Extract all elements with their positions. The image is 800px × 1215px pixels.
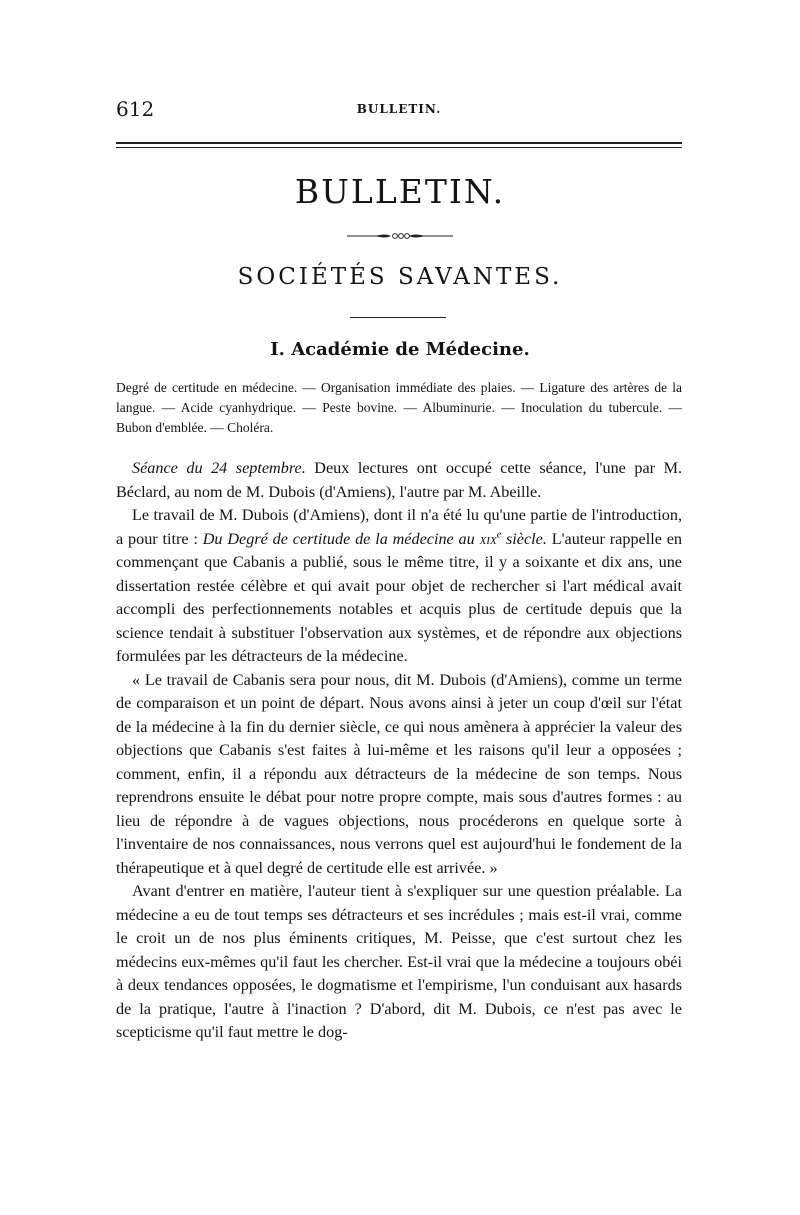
work-title-a: Du Degré de certitude de la médecine au: [202, 529, 480, 548]
century-numeral: xix: [479, 529, 497, 548]
summary-text: Degré de certitude en médecine. — Organisation immédiate des plaies. — Ligature des artères de la langue. — Acide cyanhydrique. — Peste bovine. — Albuminurie. — Inoculation du tubercule. — Bubon d'emblée. — Choléra.: [116, 380, 682, 435]
page-title: BULLETIN.: [294, 172, 506, 211]
running-title: BULLETIN.: [356, 102, 442, 116]
paragraph-3: « Le travail de Cabanis sera pour nous, dit M. Dubois (d'Amiens), comme un terme de comparaison et un point de départ. Nous avons ainsi à jeter un coup d'œil sur l'état de la médecine à la fin du dernier siècle, ce qui nous amènera à apprécier la valeur des objections que Cabanis s'est faites à lui-même et les raisons qu'il leur a opposées ; comment, enfin, il a répondu aux détracteurs de la médecine de son temps. Nous reprendrons ensuite le débat pour notre propre compte, mais sous d'autres formes : au lieu de répondre à de vagues objections, nous procéderons en quelque sorte à l'inventaire de nos connaissances, nous verrons quel est aujourd'hui le fondement de la thérapeutique et à quel degré de certitude elle est arrivée. »: [116, 670, 682, 877]
paragraph-1: [116, 457, 682, 504]
paragraph-2: [116, 504, 682, 669]
work-title-b: siècle.: [501, 529, 547, 548]
ornament-divider: [0, 230, 800, 244]
running-head: [116, 98, 682, 122]
body-text: [116, 457, 682, 1045]
subsection-title: I. Académie de Médecine.: [270, 339, 530, 360]
paragraph-2-text-a: Le travail de M. Dubois (d'Amiens), dont il n'a été lu qu'une partie de l'introduction, a pour titre :: [116, 506, 682, 548]
paragraph-2-text-b: L'auteur rappelle en commençant que Cabanis a publié, sous le même titre, il y a soixante et dix ans, une dissertation restée célèbre et qui avait pour objet de rechercher si l'art médical avait accompli des perfectionnements notables et acquis plus de certitude depuis que la science tendait à substituer l'observation aux systèmes, et de répondre aux objections formulées par les détracteurs de la médecine.: [116, 529, 683, 665]
work-title: [203, 530, 547, 548]
page-number: 612: [116, 97, 155, 121]
header-double-rule: [116, 142, 682, 148]
paragraph-4: Avant d'entrer en matière, l'auteur tient à s'expliquer sur une question préalable. La médecine a eu de tout temps ses détracteurs et ses incrédules ; mais est-il vrai, comme le croit un de nos plus éminents critiques, M. Peisse, que c'est surtout chez les médecins eux-mêmes qu'il faut les chercher. Est-il vrai que la médecine a toujours obéi à deux tendances opposées, le dogmatisme et l'empirisme, l'un conduisant aux hasards de la pratique, l'autre à l'inaction ? D'abord, dit M. Dubois, ce n'est pas avec le scepticisme qu'il faut mettre le dog-: [116, 882, 682, 1041]
section-title: SOCIÉTÉS SAVANTES.: [237, 264, 563, 290]
century-superscript: e: [496, 529, 502, 541]
session-date: Séance du 24 septembre.: [132, 459, 306, 477]
paragraph-1-text: Deux lectures ont occupé cette séance, l'une par M. Béclard, au nom de M. Dubois (d'Amiens), l'autre par M. Abeille.: [116, 459, 683, 501]
section-rule: [350, 317, 446, 318]
